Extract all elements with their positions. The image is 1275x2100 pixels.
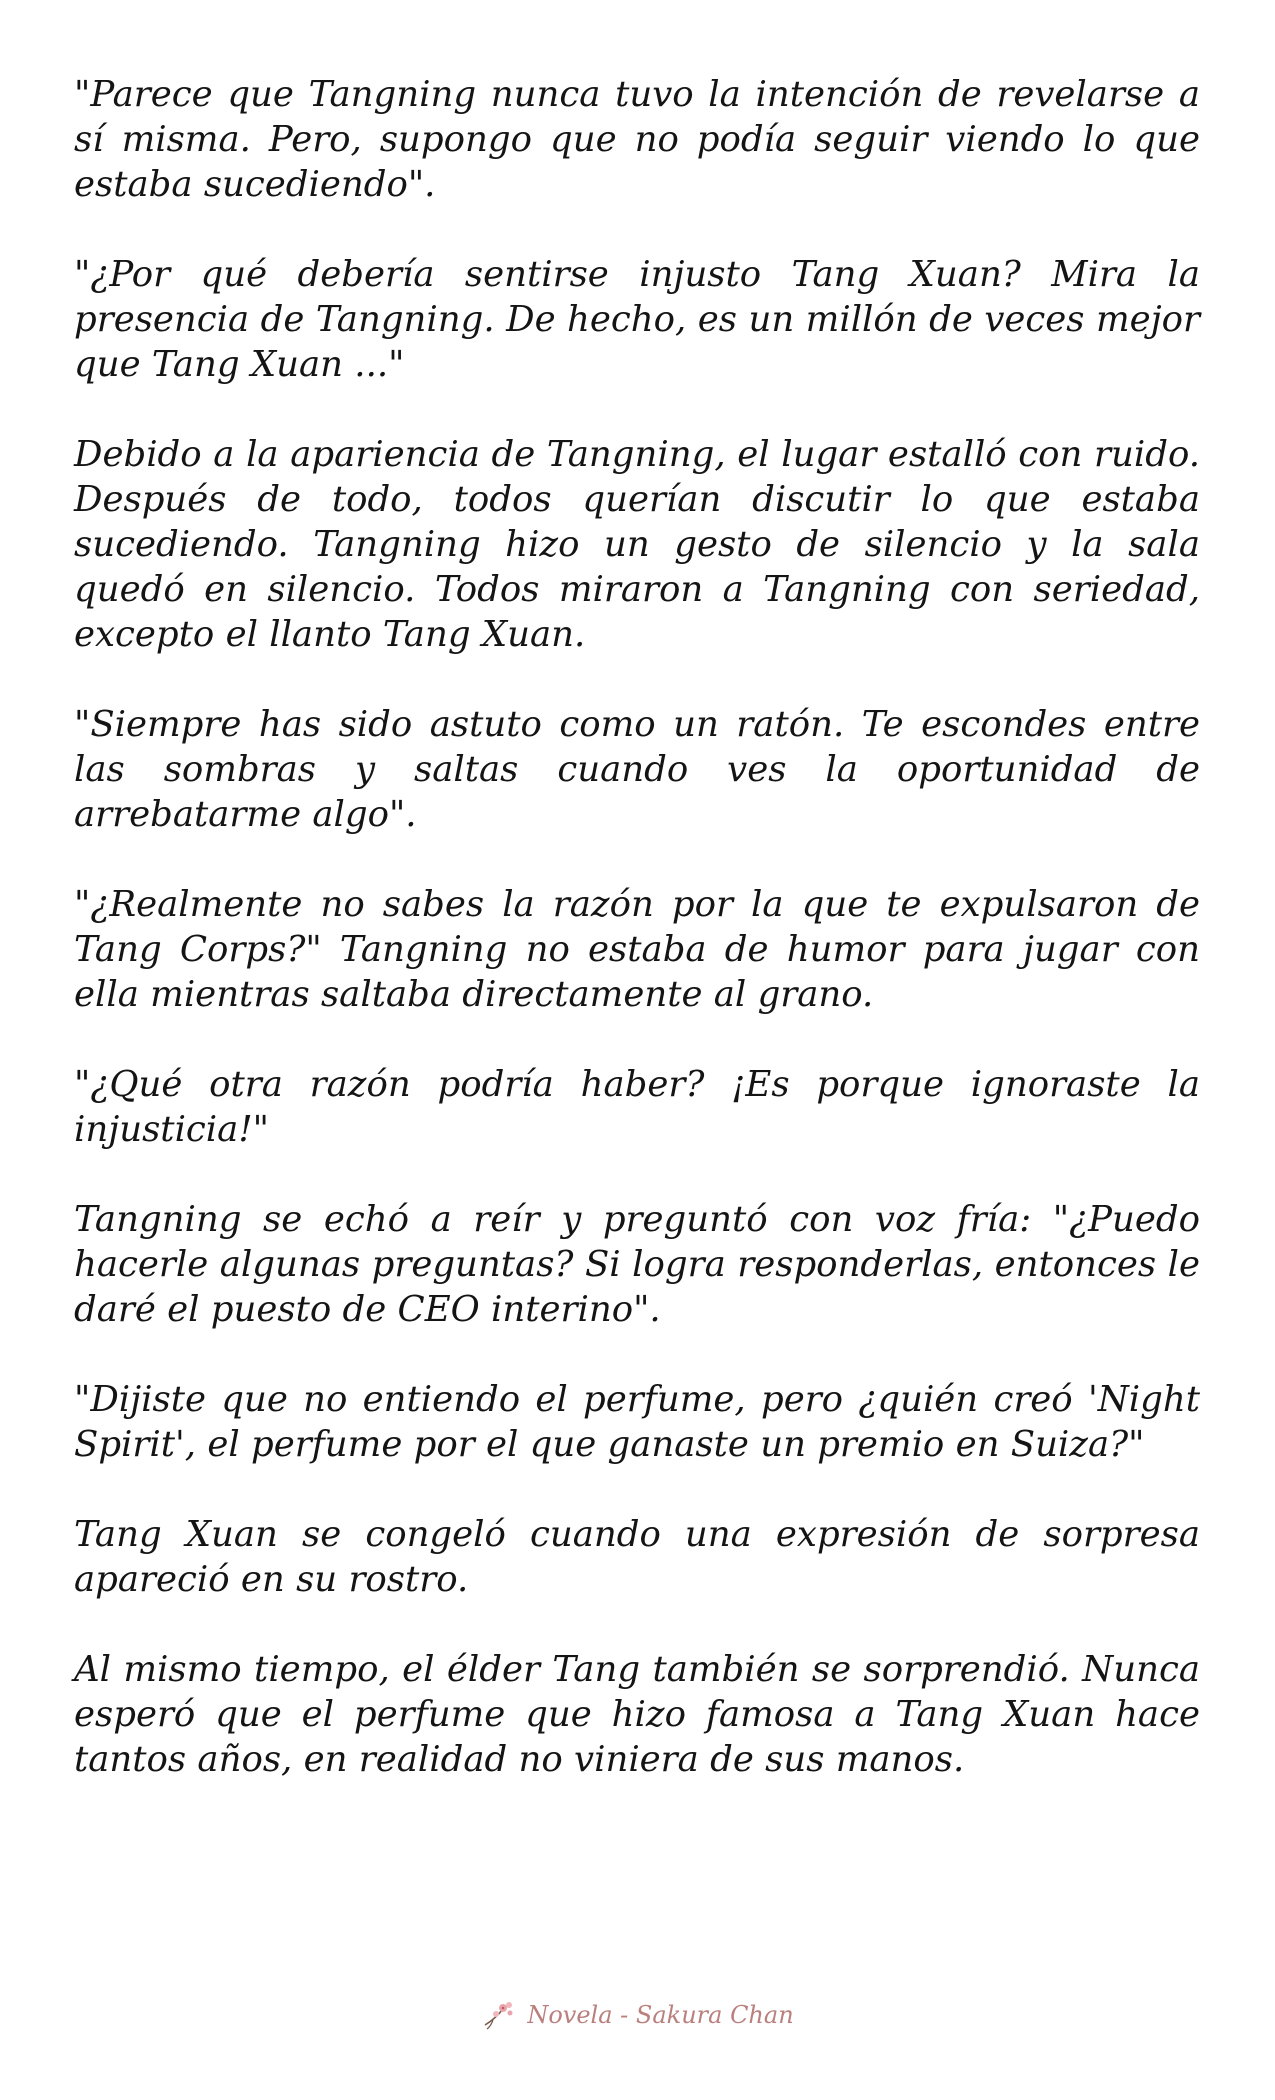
paragraph-10: Al mismo tiempo, el élder Tang también se sorprendió. Nunca esperó que el perfume que hizo famosa a Tang Xuan hace tantos años, en realidad no viniera de sus manos.: [74, 1649, 1200, 1780]
footer-watermark: [0, 1995, 1275, 2035]
paragraph-5: "¿Realmente no sabes la razón por la que te expulsaron de Tang Corps?" Tangning no estaba de humor para jugar con ella mientras saltaba directamente al grano.: [74, 884, 1200, 1015]
paragraph-9: Tang Xuan se congeló cuando una expresión de sorpresa apareció en su rostro.: [74, 1514, 1200, 1600]
paragraph-1: "Parece que Tangning nunca tuvo la intención de revelarse a sí misma. Pero, supongo que no podía seguir viendo lo que estaba sucediendo".: [74, 74, 1200, 205]
sakura-flower-icon: [481, 1999, 517, 2031]
paragraph-7: Tangning se echó a reír y preguntó con voz fría: "¿Puedo hacerle algunas preguntas? Si logra responderlas, entonces le daré el puesto de CEO interino".: [74, 1199, 1200, 1330]
document-body: [74, 72, 1200, 1827]
paragraph-3: Debido a la apariencia de Tangning, el lugar estalló con ruido. Después de todo, todos querían discutir lo que estaba sucediendo. Tangning hizo un gesto de silencio y la sala quedó en silencio. Todos miraron a Tangning con seriedad, excepto el llanto Tang Xuan.: [74, 434, 1200, 655]
paragraph-2: "¿Por qué debería sentirse injusto Tang Xuan? Mira la presencia de Tangning. De hecho, es un millón de veces mejor que Tang Xuan ...": [74, 254, 1200, 385]
paragraph-6: "¿Qué otra razón podría haber? ¡Es porque ignoraste la injusticia!": [74, 1064, 1200, 1150]
paragraph-8: "Dijiste que no entiendo el perfume, pero ¿quién creó 'Night Spirit', el perfume por el que ganaste un premio en Suiza?": [74, 1379, 1200, 1465]
paragraph-4: "Siempre has sido astuto como un ratón. Te escondes entre las sombras y saltas cuando ves la oportunidad de arrebatarme algo".: [74, 704, 1200, 835]
footer-text: Novela - Sakura Chan: [527, 2001, 794, 2029]
